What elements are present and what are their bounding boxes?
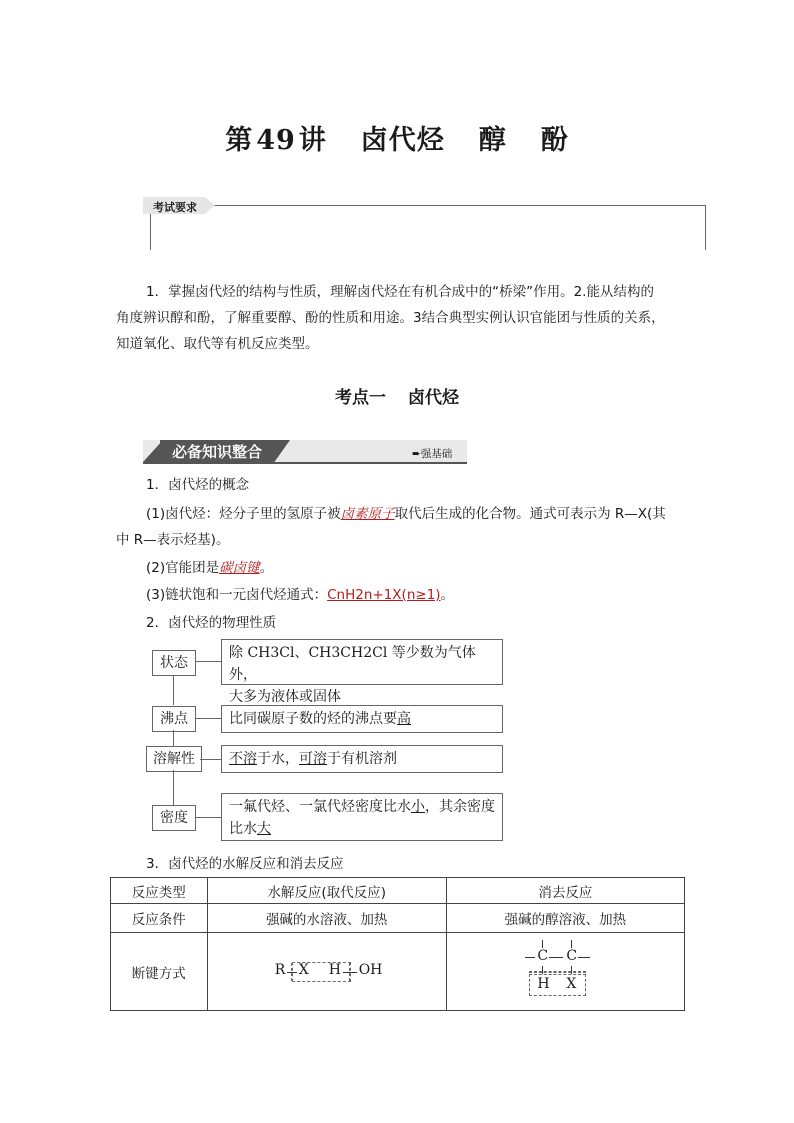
bond-line [525,957,535,958]
connector-line [200,759,221,760]
physical-heading: 2．卤代烃的物理性质 [146,615,277,631]
reaction-table [110,877,685,1011]
break-mark [349,963,351,981]
hydrolysis-bond-cell [207,933,446,1011]
property-box-state: 除 CH3Cl、CH3CH2Cl 等少数为气体外， 大多为液体或固体 [221,639,503,685]
table-cell: 断键方式 [111,933,208,1011]
table-header-cell: 消去反应 [446,878,684,904]
property-label-state: 状态 [152,650,196,676]
property-box-boiling: 比同碳原子数的烃的沸点要高 [221,705,503,733]
table-header-cell: 水解反应(取代反应) [207,878,446,904]
bond-line [542,940,543,948]
atom-c2: C [566,947,578,964]
requirement-tab-label: 考试要求 [153,201,197,214]
bond-line [549,957,563,958]
connector-line [195,661,221,662]
concept-line-2: (2)官能团是碳卤键。 [146,560,274,576]
connector-line [195,817,221,818]
atom-h: H [537,975,550,992]
property-box-solubility: 不溶于水，可溶于有机溶剂 [221,745,503,773]
atom-r: R [274,961,286,978]
table-row [111,904,685,933]
tree-connector [173,730,174,746]
concept-line-1: (1)卤代烃：烃分子里的氢原子被卤素原子取代后生成的化合物。通式可表示为 R—X(其 [146,506,666,522]
banner-subtitle: ➨强基础 [412,448,453,460]
break-frame [292,962,351,982]
banner-title: 必备知识整合 [172,443,263,461]
blank-answer: 碳卤键 [219,560,260,576]
property-box-density: 一氟代烃、一氯代烃密度比水小，其余密度 比水大 [221,793,503,841]
property-label-solubility: 溶解性 [146,746,202,772]
atom-c1: C [537,947,549,964]
connector-line [195,718,221,719]
concept-line-3: (3)链状饱和一元卤代烃通式：CnH2n+1X(n≥1)。 [146,587,455,603]
tree-connector [173,674,174,705]
page-title: 第 49 讲 卤代烃 醇 酚 [225,125,569,156]
break-mark [291,963,293,981]
break-mark [529,971,586,973]
table-cell: 反应条件 [111,904,208,933]
bond-line [571,940,572,948]
table-row [111,878,685,904]
table-cell: 强碱的醇溶液、加热 [446,904,684,933]
concept-heading: 1．卤代烃的概念 [146,477,250,493]
blank-answer: 卤素原子 [340,506,395,522]
atom-h: H [328,961,341,978]
group-oh: OH [358,961,383,978]
property-label-boiling: 沸点 [152,706,196,732]
bond-line [578,957,590,958]
atom-x: X [298,961,309,978]
requirement-line-2: 角度辨识醇和酚，了解重要醇、酚的性质和用途。3结合典型实例认识官能团与性质的关系， [116,310,665,326]
requirement-line-3: 知道氧化、取代等有机反应类型。 [116,336,319,352]
concept-line-1-cont: 中 R—表示烃基)。 [116,532,230,548]
table-row [111,933,685,1011]
property-label-density: 密度 [152,805,196,831]
elimination-bond-cell [446,933,684,1011]
atom-x: X [566,975,577,992]
requirement-line-1: 1．掌握卤代烃的结构与性质，理解卤代烃在有机合成中的“桥梁”作用。2.能从结构的 [146,284,654,300]
tree-connector [173,770,174,805]
arrow-icon: ➨ [412,448,421,460]
reaction-heading: 3．卤代烃的水解反应和消去反应 [146,856,344,872]
section-heading: 考点一 卤代烃 [335,388,459,408]
table-cell: 强碱的水溶液、加热 [207,904,446,933]
requirement-frame [150,205,706,250]
table-header-cell: 反应类型 [111,878,208,904]
general-formula: CnH2n+1X(n≥1) [327,587,441,603]
